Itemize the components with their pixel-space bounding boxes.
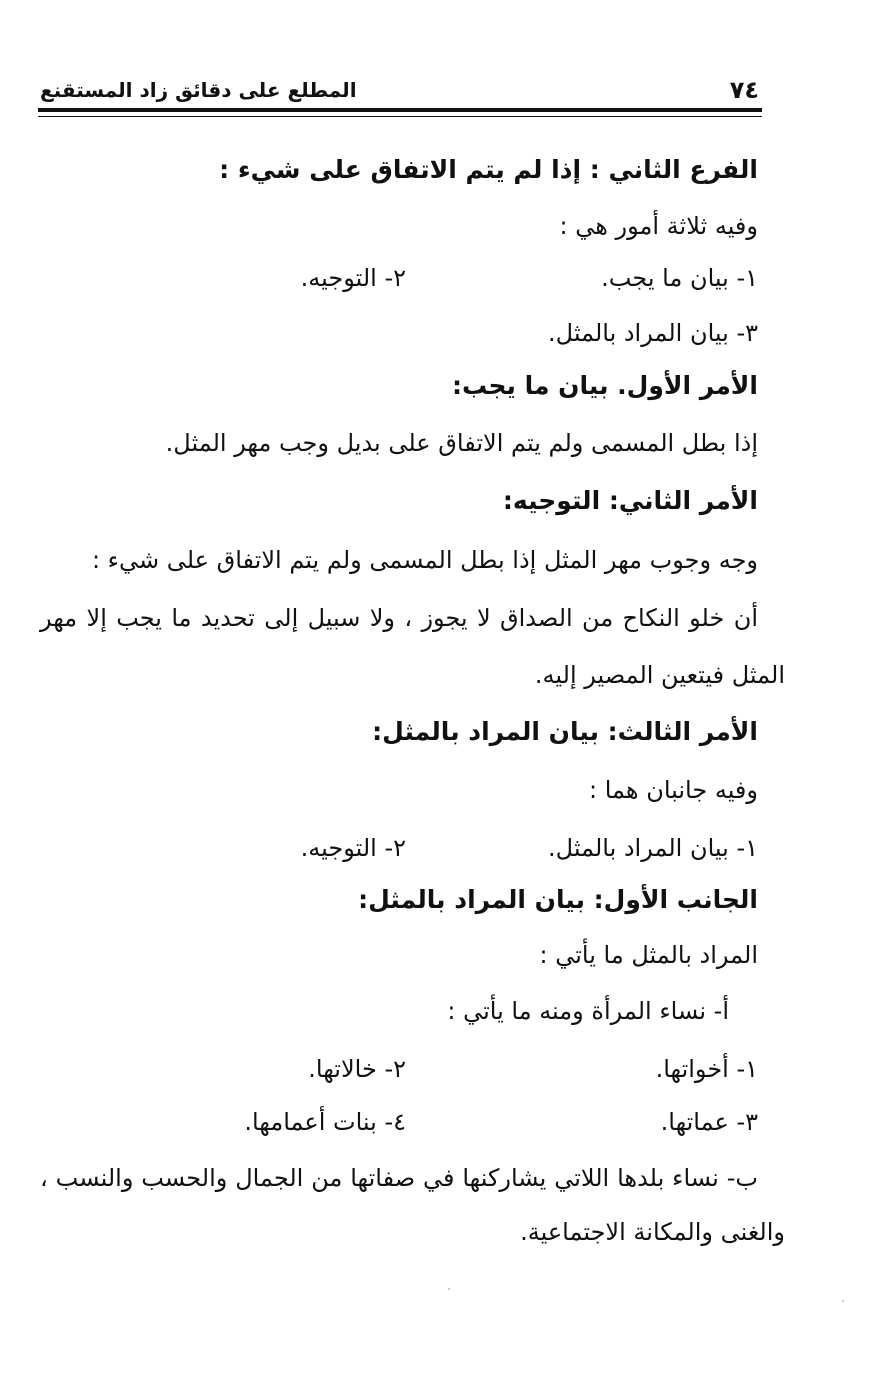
heading-matter-two: الأمر الثاني: التوجيه: [502,486,758,515]
list1-item3: ٣- بيان المراد بالمثل. [548,319,758,347]
list2-item1: ١- بيان المراد بالمثل. [548,834,758,862]
heading-matter-one: الأمر الأول. بيان ما يجب: [452,371,758,400]
intro-two-sides: وفيه جانبان هما : [589,776,758,804]
book-title: المطلع على دقائق زاد المستقنع [40,78,357,102]
header-rule-thick [38,108,762,112]
matter-one-text: إذا بطل المسمى ولم يتم الاتفاق على بديل وجب مهر المثل. [165,429,758,457]
paper-speck [448,1288,450,1290]
page-number: ٧٤ [729,76,759,104]
list1-item1: ١- بيان ما يجب. [601,264,758,292]
heading-matter-three: الأمر الثالث: بيان المراد بالمثل: [372,717,758,746]
list1-item2: ٢- التوجيه. [300,264,406,292]
running-header [40,72,759,102]
list2-item2: ٢- التوجيه. [300,834,406,862]
heading-branch-two: الفرع الثاني : إذا لم يتم الاتفاق على شيء : [219,155,758,184]
header-rule-thin [38,116,762,117]
sub-item-b-line1: ب- نساء بلدها اللاتي يشاركنها في صفاتها من الجمال والحسب والنسب ، [40,1164,758,1192]
sub-item-a: أ- نساء المرأة ومنه ما يأتي : [447,997,729,1025]
a-item2: ٢- خالاتها. [308,1055,406,1083]
matter-two-line2: أن خلو النكاح من الصداق لا يجوز ، ولا سبيل إلى تحديد ما يجب إلا مهر [40,604,758,632]
intro-three-matters: وفيه ثلاثة أمور هي : [559,212,758,240]
paper-speck [842,1300,844,1302]
a-item1: ١- أخواتها. [655,1055,758,1083]
meant-intro: المراد بالمثل ما يأتي : [539,941,758,969]
sub-item-b-line2: والغنى والمكانة الاجتماعية. [520,1218,785,1246]
a-item4: ٤- بنات أعمامها. [244,1108,406,1136]
heading-side-one: الجانب الأول: بيان المراد بالمثل: [358,885,758,914]
matter-two-line1: وجه وجوب مهر المثل إذا بطل المسمى ولم يتم الاتفاق على شيء : [91,546,758,574]
a-item3: ٣- عماتها. [660,1108,758,1136]
matter-two-line3: المثل فيتعين المصير إليه. [534,661,785,689]
